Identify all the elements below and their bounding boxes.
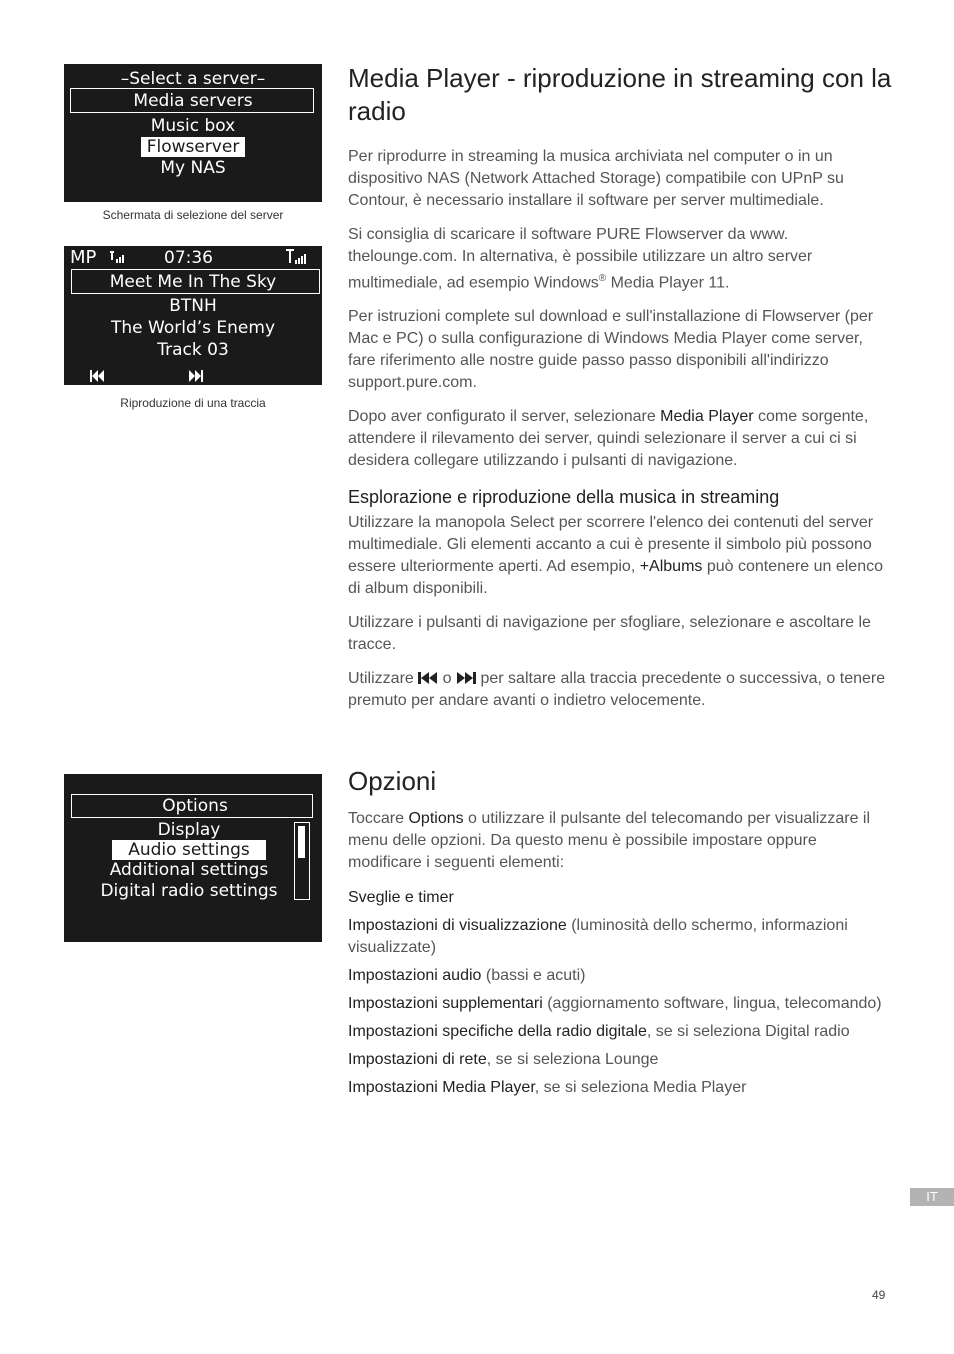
- list-item: Impostazioni Media Player, se si seleziona Media Player: [348, 1079, 747, 1096]
- paragraph: Si consiglia di scaricare il software PURE Flowserver da www. thelounge.com. In alternativa, è possibile utilizzare un altro server multimediale, ad esempio Windows® Media Player 11.: [348, 226, 813, 292]
- paragraph: Toccare Options o utilizzare il pulsante del telecomando per visualizzare il menu delle opzioni. Da questo menu è possibile impostare oppure modificare i seguenti elementi:: [348, 810, 871, 871]
- next-track-icon: [456, 671, 476, 685]
- mode-label: MP: [70, 247, 97, 268]
- track-title: Meet Me In The Sky: [109, 272, 277, 292]
- paragraph: Dopo aver configurato il server, selezionare Media Player come sorgente, attendere il rilevamento dei server, quindi selezionare il server a cui ci si desidera collegare utilizzando i pulsanti di navigazione.: [348, 408, 869, 470]
- list-item: Impostazioni supplementari (aggiornamento software, lingua, telecomando): [348, 995, 882, 1012]
- screen-item: Digital radio settings: [100, 881, 278, 901]
- list-item: Impostazioni audio (bassi e acuti): [348, 967, 586, 984]
- media-player-section: [348, 62, 893, 712]
- page-number: 49: [872, 1288, 886, 1302]
- screen-item: Music box: [150, 116, 236, 136]
- next-track-icon: [189, 370, 203, 382]
- track-number: Track 03: [157, 340, 229, 360]
- screen-item-highlighted: Audio settings: [56, 840, 322, 860]
- screen-item: Media servers: [133, 91, 253, 111]
- section-title: Opzioni: [348, 766, 437, 796]
- signal-icon: [110, 249, 128, 265]
- paragraph: Utilizzare la manopola Select per scorrere l'elenco dei contenuti del server multimediale. Gli elementi accanto a cui è presente il simbolo più possono essere ulteriormente aperti. Ad esempio, +Albums può contenere un elenco di album disponibili.: [348, 514, 883, 598]
- options-section: [348, 765, 893, 1099]
- server-select-screen: [64, 64, 322, 202]
- paragraph: Utilizzare o per saltare alla traccia precedente o successiva, o tenere premuto per andare avanti o indietro velocemente.: [348, 670, 886, 710]
- paragraph: Per istruzioni complete sul download e sull'installazione di Flowserver (per Mac e PC) o sulla configurazione di Windows Media Player come server, fare riferimento alle nostre guide passo passo disponibili all'indirizzo support.pure.com.: [348, 308, 874, 392]
- wifi-signal-icon: [286, 248, 308, 266]
- screen-title: –Select a server–: [120, 69, 266, 89]
- paragraph: Per riprodurre in streaming la musica archiviata nel computer o in un dispositivo NAS (Network Attached Storage) compatibile con UPnP su Contour, è necessario installare il software per server multimediale.: [348, 148, 844, 209]
- list-item: Impostazioni di rete, se si seleziona Lounge: [348, 1051, 659, 1068]
- track-artist: BTNH: [169, 296, 217, 316]
- screen-caption: Riproduzione di una traccia: [120, 396, 266, 410]
- previous-track-icon: [418, 671, 438, 685]
- playback-screen: [64, 246, 322, 385]
- screen-item: Additional settings: [109, 860, 269, 880]
- screen-item: My NAS: [160, 158, 226, 178]
- options-screen: [64, 774, 322, 942]
- paragraph: Utilizzare i pulsanti di navigazione per sfogliare, selezionare e ascoltare le tracce.: [348, 614, 871, 654]
- track-album: The World’s Enemy: [111, 318, 275, 338]
- subsection-title: Esplorazione e riproduzione della musica in streaming: [348, 487, 780, 508]
- list-item: Impostazioni di visualizzazione (luminosità dello schermo, informazioni visualizzate): [348, 917, 848, 956]
- section-title: Media Player - riproduzione in streaming con la radio: [348, 63, 892, 126]
- screen-item: Display: [157, 820, 221, 840]
- language-tab: IT: [910, 1188, 954, 1206]
- previous-track-icon: [90, 370, 104, 382]
- options-list: [348, 887, 893, 1099]
- scrollbar-thumb: [298, 826, 305, 858]
- scrollbar: [294, 822, 310, 900]
- list-item: Sveglie e timer: [348, 889, 454, 906]
- screen-title: Options: [162, 796, 228, 816]
- clock-time: 07:36: [164, 248, 213, 268]
- screen-caption: Schermata di selezione del server: [102, 208, 284, 222]
- screen-item-highlighted: Flowserver: [64, 137, 322, 157]
- list-item: Impostazioni specifiche della radio digitale, se si seleziona Digital radio: [348, 1023, 850, 1040]
